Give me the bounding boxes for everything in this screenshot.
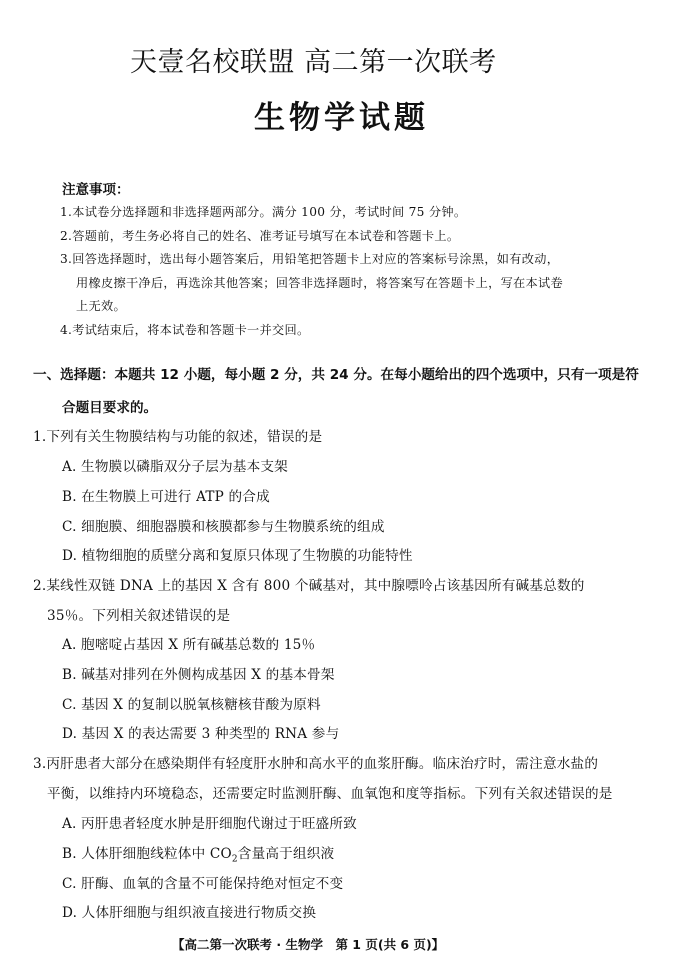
notes-heading: 注意事项：: [62, 182, 130, 198]
q3-option-b-subscript: 2: [231, 854, 238, 865]
q3-option-c: C. 肝酶、血氧的含量不可能保持绝对恒定不变: [62, 876, 344, 892]
q3-option-d: D. 人体肝细胞与组织液直接进行物质交换: [62, 905, 317, 921]
note-item: 2.答题前，考生务必将自己的姓名、准考证号填写在本试卷和答题卡上。: [60, 229, 460, 243]
subject-title: 生物学试题: [254, 100, 429, 136]
q2-option-d: D. 基因 X 的表达需要 3 种类型的 RNA 参与: [62, 726, 340, 742]
question-3-stem-cont: 平衡，以维持内环境稳态，还需要定时监测肝酶、血氧饱和度等指标。下列有关叙述错误的是: [47, 786, 613, 802]
note-item: 用橡皮擦干净后，再选涂其他答案；回答非选择题时，将答案写在答题卡上，写在本试卷: [76, 276, 564, 290]
q2-option-a: A. 胞嘧啶占基因 X 所有碱基总数的 15％: [62, 637, 316, 653]
question-2-stem-cont: 35％。下列相关叙述错误的是: [47, 608, 231, 624]
section-heading: 一、选择题：本题共 12 小题，每小题 2 分，共 24 分。在每小题给出的四个选项中，只有一项是符: [33, 367, 639, 383]
question-2-stem: 2.某线性双链 DNA 上的基因 X 含有 800 个碱基对，其中腺嘌呤占该基因所有碱基总数的: [33, 578, 585, 594]
note-item: 1.本试卷分选择题和非选择题两部分。满分 100 分，考试时间 75 分钟。: [60, 205, 467, 219]
question-1-stem: 1.下列有关生物膜结构与功能的叙述，错误的是: [33, 429, 323, 445]
q1-option-c: C. 细胞膜、细胞器膜和核膜都参与生物膜系统的组成: [62, 519, 385, 535]
section-heading-cont: 合题目要求的。: [62, 400, 158, 416]
q1-option-d: D. 植物细胞的质壁分离和复原只体现了生物膜的功能特性: [62, 548, 413, 564]
q1-option-b: B. 在生物膜上可进行 ATP 的合成: [62, 489, 270, 505]
q3-option-b-text: B. 人体肝细胞线粒体中 CO: [62, 846, 232, 862]
q3-option-a: A. 丙肝患者轻度水肿是肝细胞代谢过于旺盛所致: [62, 816, 357, 832]
question-3-stem: 3.丙肝患者大部分在感染期伴有轻度肝水肿和高水平的血浆肝酶。临床治疗时，需注意水盐的: [33, 756, 599, 772]
q2-option-c: C. 基因 X 的复制以脱氧核糖核苷酸为原料: [62, 697, 321, 713]
note-item: 3.回答选择题时，选出每小题答案后，用铅笔把答题卡上对应的答案标号涂黑，如有改动，: [60, 252, 560, 266]
exam-title: 天壹名校联盟 高二第一次联考: [130, 47, 497, 78]
note-item: 上无效。: [76, 299, 126, 313]
q1-option-a: A. 生物膜以磷脂双分子层为基本支架: [62, 459, 288, 475]
note-item: 4.考试结束后，将本试卷和答题卡一并交回。: [60, 323, 310, 337]
q3-option-b: [62, 842, 334, 865]
q2-option-b: B. 碱基对排列在外侧构成基因 X 的基本骨架: [62, 667, 335, 683]
q3-option-b-text-end: 含量高于组织液: [237, 846, 335, 862]
page-footer: 【高二第一次联考 · 生物学 第 1 页(共 6 页)】: [172, 937, 445, 952]
